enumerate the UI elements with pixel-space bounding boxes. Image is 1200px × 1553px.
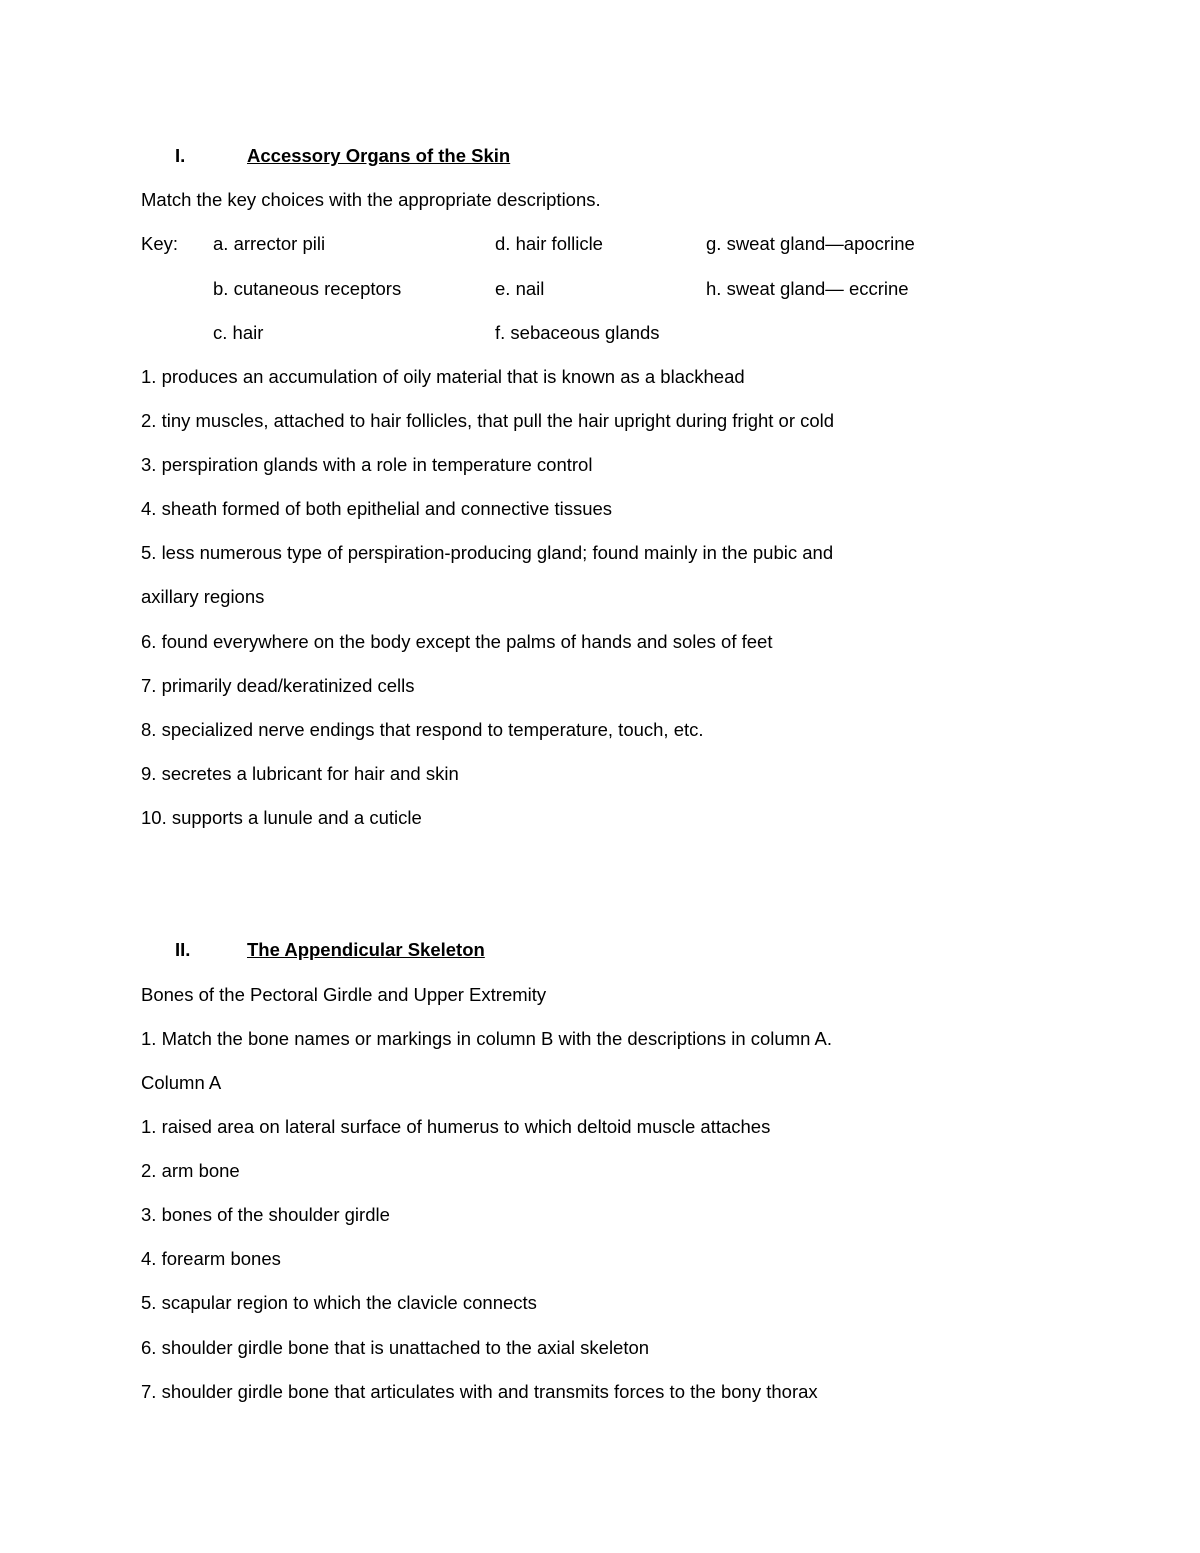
- key-choice-b: b. cutaneous receptors: [213, 278, 402, 299]
- column-a-label: Column A: [141, 1072, 222, 1093]
- section-2-subtitle: Bones of the Pectoral Girdle and Upper Extremity: [141, 984, 547, 1005]
- key-choice-c: c. hair: [213, 322, 264, 343]
- section-1-instruction: Match the key choices with the appropriate descriptions.: [141, 189, 601, 210]
- section-1-number: I.: [175, 145, 186, 166]
- section-1-item-continuation: axillary regions: [141, 586, 265, 607]
- key-label: Key:: [141, 233, 179, 254]
- section-2-title: The Appendicular Skeleton: [247, 939, 485, 960]
- section-1-title: Accessory Organs of the Skin: [247, 145, 511, 166]
- key-choice-d: d. hair follicle: [495, 233, 603, 254]
- key-choice-a: a. arrector pili: [213, 233, 326, 254]
- key-choice-g: g. sweat gland—apocrine: [706, 233, 915, 254]
- section-2-instruction: 1. Match the bone names or markings in column B with the descriptions in column A.: [141, 1028, 833, 1049]
- key-choice-e: e. nail: [495, 278, 545, 299]
- section-1-item: 6. found everywhere on the body except the palms of hands and soles of feet: [141, 631, 773, 652]
- section-2-item: 2. arm bone: [141, 1160, 240, 1181]
- key-choice-h: h. sweat gland— eccrine: [706, 278, 909, 299]
- section-1-heading: [175, 144, 510, 168]
- section-1-item: 2. tiny muscles, attached to hair follicles, that pull the hair upright during fright or cold: [141, 410, 835, 431]
- section-1-item: 9. secretes a lubricant for hair and skin: [141, 763, 459, 784]
- section-1-item: 7. primarily dead/keratinized cells: [141, 675, 415, 696]
- section-2-item: 4. forearm bones: [141, 1248, 281, 1269]
- section-1-item: 5. less numerous type of perspiration-producing gland; found mainly in the pubic and: [141, 542, 834, 563]
- section-1-item: 4. sheath formed of both epithelial and connective tissues: [141, 498, 613, 519]
- key-choice-f: f. sebaceous glands: [495, 322, 660, 343]
- section-1-item: 3. perspiration glands with a role in temperature control: [141, 454, 593, 475]
- section-1-item: 1. produces an accumulation of oily material that is known as a blackhead: [141, 366, 745, 387]
- section-2-item: 3. bones of the shoulder girdle: [141, 1204, 390, 1225]
- section-2-item: 5. scapular region to which the clavicle connects: [141, 1292, 537, 1313]
- section-1-item: 8. specialized nerve endings that respond to temperature, touch, etc.: [141, 719, 704, 740]
- section-2-number: II.: [175, 939, 191, 960]
- section-1-item: 10. supports a lunule and a cuticle: [141, 807, 422, 828]
- section-2-heading: [175, 938, 485, 962]
- section-2-item: 6. shoulder girdle bone that is unattached to the axial skeleton: [141, 1337, 650, 1358]
- section-2-item: 7. shoulder girdle bone that articulates with and transmits forces to the bony thorax: [141, 1381, 818, 1402]
- section-2-item: 1. raised area on lateral surface of humerus to which deltoid muscle attaches: [141, 1116, 771, 1137]
